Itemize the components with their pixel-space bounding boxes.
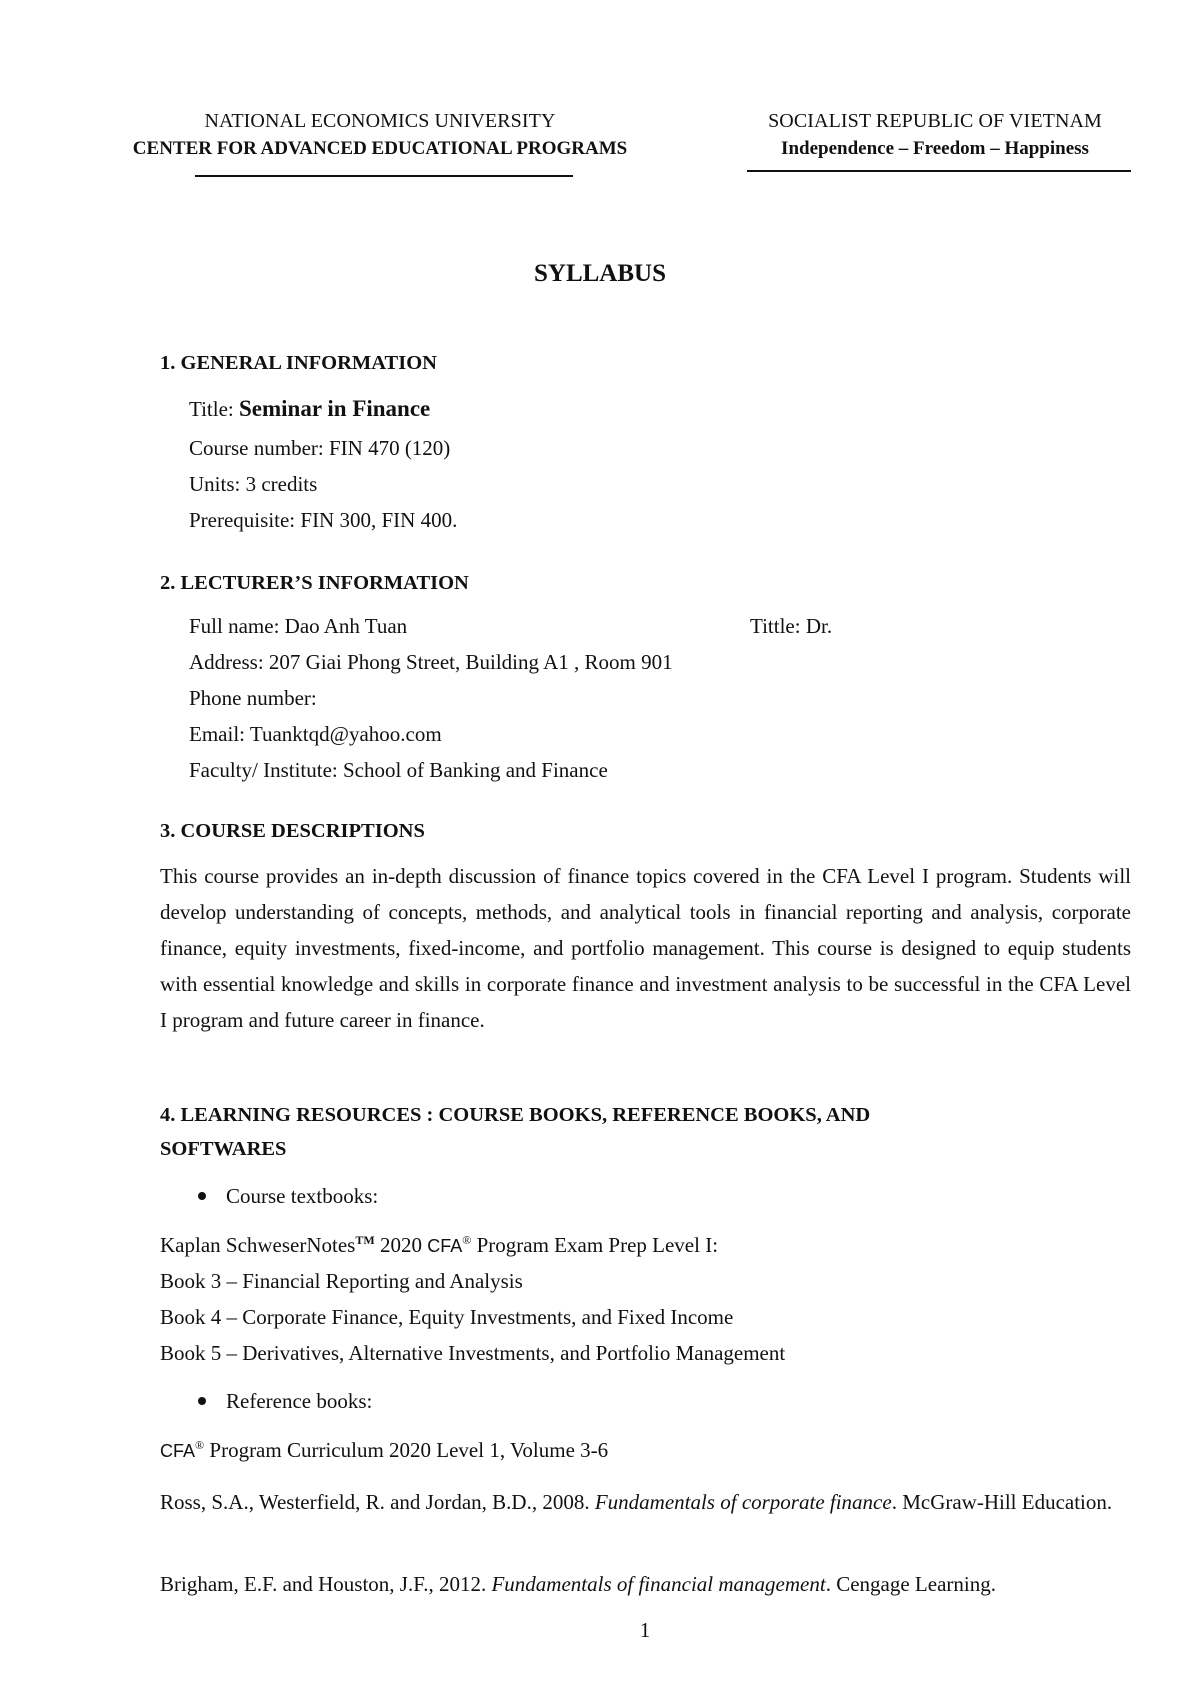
reference-3 — [160, 1566, 1148, 1602]
header-left — [86, 108, 674, 164]
lecturer-full-name: Full name: Dao Anh Tuan — [189, 614, 408, 638]
registered-mark: ® — [462, 1233, 472, 1247]
reference-2 — [160, 1484, 1148, 1520]
textbook-book5: Book 5 – Derivatives, Alternative Investments, and Portfolio Management — [160, 1341, 786, 1365]
bullet-icon — [198, 1192, 206, 1200]
reference-3-authors: Brigham, E.F. and Houston, J.F., 2012. — [160, 1572, 492, 1596]
reference-label: Reference books: — [226, 1389, 373, 1413]
document-title: SYLLABUS — [534, 260, 666, 287]
lecturer-title: Tittle: Dr. — [750, 614, 833, 638]
reference-1-text: Program Curriculum 2020 Level 1, Volume 3-6 — [204, 1438, 609, 1462]
textbook-book4: Book 4 – Corporate Finance, Equity Investments, and Fixed Income — [160, 1305, 734, 1329]
university-name: NATIONAL ECONOMICS UNIVERSITY — [204, 110, 556, 132]
lecturer-address: Address: 207 Giai Phong Street, Building A1 , Room 901 — [189, 650, 673, 674]
cfa-mark: CFA — [427, 1236, 463, 1256]
textbook-series — [160, 1233, 718, 1258]
textbooks-label: Course textbooks: — [226, 1184, 379, 1208]
course-units: Units: 3 credits — [189, 472, 318, 496]
country-name: SOCIALIST REPUBLIC OF VIETNAM — [768, 110, 1102, 132]
textbook-series-desc: Program Exam Prep Level I: — [471, 1233, 719, 1257]
reference-bullet — [198, 1389, 372, 1414]
section3-heading: 3. COURSE DESCRIPTIONS — [160, 820, 425, 842]
lecturer-phone: Phone number: — [189, 686, 317, 710]
lecturer-faculty: Faculty/ Institute: School of Banking and Finance — [189, 758, 608, 782]
textbook-series-year: 2020 — [374, 1233, 428, 1257]
course-title-line — [189, 396, 430, 422]
reference-3-title: Fundamentals of financial management — [491, 1572, 826, 1596]
page-number: 1 — [639, 1618, 651, 1642]
course-prerequisite: Prerequisite: FIN 300, FIN 400. — [189, 508, 458, 532]
header-right-underline — [747, 170, 1131, 172]
trademark-mark: TM — [355, 1233, 375, 1247]
reference-2-authors: Ross, S.A., Westerfield, R. and Jordan, B.D., 2008. — [160, 1490, 595, 1514]
textbook-book3: Book 3 – Financial Reporting and Analysis — [160, 1269, 523, 1293]
section4-heading-line2: SOFTWARES — [160, 1138, 287, 1160]
reference-3-publisher: . Cengage Learning. — [825, 1572, 996, 1596]
textbooks-bullet — [198, 1184, 378, 1209]
course-title-label: Title: — [189, 397, 239, 421]
reference-2-publisher: . McGraw-Hill Education. — [891, 1490, 1113, 1514]
textbook-series-name: Kaplan SchweserNotes — [160, 1233, 356, 1257]
registered-mark: ® — [195, 1438, 205, 1452]
course-number: Course number: FIN 470 (120) — [189, 436, 451, 460]
country-motto: Independence – Freedom – Happiness — [781, 138, 1089, 159]
header-left-underline — [195, 175, 573, 177]
section4-heading-line1: 4. LEARNING RESOURCES : COURSE BOOKS, REFERENCE BOOKS, AND — [160, 1104, 871, 1126]
course-description: This course provides an in-depth discussion of finance topics covered in the CFA Level I program. Students will develop understanding of concepts, methods, and analytical tools in financial reporting and analysis, corporate finance, equity investments, fixed-income, and portfolio management. This course is designed to equip students with essential knowledge and skills in corporate finance and investment analysis to be successful in the CFA Level I program and future career in finance. — [160, 864, 1131, 1032]
section1-heading: 1. GENERAL INFORMATION — [160, 352, 437, 374]
bullet-icon — [198, 1397, 206, 1405]
reference-2-title: Fundamentals of corporate finance — [594, 1490, 892, 1514]
reference-1 — [160, 1438, 608, 1463]
center-name: CENTER FOR ADVANCED EDUCATIONAL PROGRAMS — [132, 138, 628, 159]
lecturer-email: Email: Tuanktqd@yahoo.com — [189, 722, 442, 746]
header-right — [735, 108, 1135, 164]
cfa-mark: CFA — [160, 1441, 196, 1461]
section2-heading: 2. LECTURER’S INFORMATION — [160, 572, 469, 594]
course-title-value: Seminar in Finance — [239, 396, 431, 421]
